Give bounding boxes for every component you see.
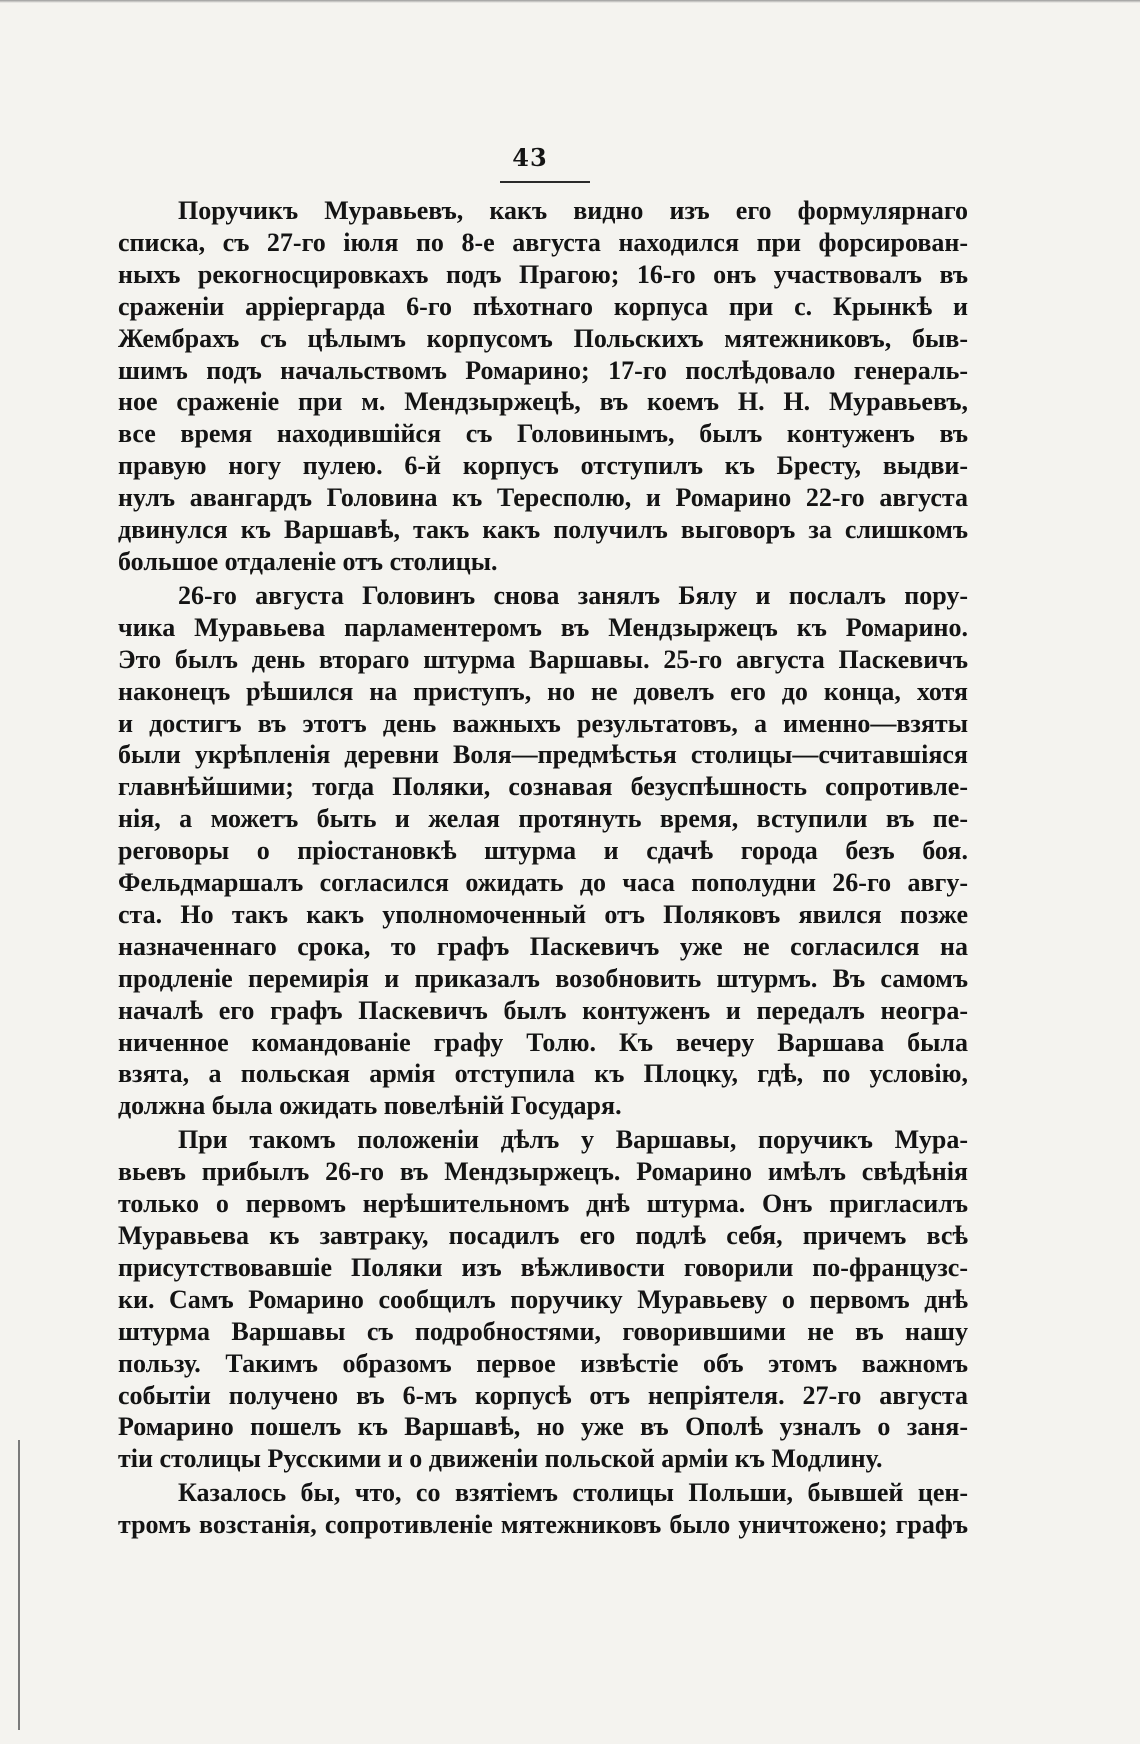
- text-line: Фельдмаршалъ согласился ожидать до часа пополудни 26-го авгу-: [118, 868, 968, 898]
- text-line: При такомъ положеніи дѣлъ у Варшавы, поручикъ Мура-: [178, 1125, 968, 1155]
- text-line: Ромарино пошелъ къ Варшавѣ, но уже въ Ополѣ узналъ о заня-: [118, 1412, 968, 1442]
- text-line: 26-го августа Головинъ снова занялъ Бялу и послалъ пору-: [178, 580, 968, 610]
- paragraph: [118, 195, 968, 578]
- text-line: ное сраженіе при м. Мендзыржецѣ, въ коемъ Н. Н. Муравьевъ,: [118, 387, 968, 417]
- text-line: тромъ возстанія, сопротивленіе мятежниковъ было уничтожено; графъ: [118, 1510, 968, 1540]
- paragraph: [118, 1124, 968, 1475]
- text-line: ста. Но такъ какъ уполномоченный отъ Поляковъ явился позже: [118, 899, 968, 929]
- text-line: и достигъ въ этотъ день важныхъ результатовъ, а именно—взяты: [118, 708, 968, 738]
- text-line: чика Муравьева парламентеромъ въ Мендзыржецъ къ Ромарино.: [118, 612, 968, 642]
- text-line: правую ногу пулею. 6-й корпусъ отступилъ къ Бресту, выдви-: [118, 451, 968, 481]
- scan-edge-top: [0, 0, 1140, 3]
- text-line: продленіе перемирія и приказалъ возобновить штурмъ. Въ самомъ: [118, 963, 968, 993]
- text-line: Муравьева къ завтраку, посадилъ его подлѣ себя, причемъ всѣ: [118, 1221, 968, 1250]
- text-line: назначеннаго срока, то графъ Паскевичъ уже не согласился на: [118, 931, 968, 961]
- text-line: нулъ авангардъ Головина къ Тересполю, и Ромарино 22-го августа: [118, 483, 968, 513]
- text-line: событіи получено въ 6-мъ корпусѣ отъ непріятеля. 27-го августа: [118, 1380, 968, 1410]
- paragraph: [118, 580, 968, 1122]
- text-line: должна была ожидать повелѣній Государя.: [118, 1091, 622, 1121]
- text-line: присутствовавшіе Поляки изъ вѣжливости говорили по-французс-: [118, 1252, 968, 1282]
- text-line: сраженіи арріергарда 6-го пѣхотнаго корпуса при с. Крынкѣ и: [118, 291, 968, 321]
- text-line: штурма Варшавы съ подробностями, говорившими не въ нашу: [118, 1316, 968, 1346]
- text-line: все время находившійся съ Головинымъ, былъ контуженъ въ: [118, 419, 968, 449]
- text-line: большое отдаленіе отъ столицы.: [118, 546, 498, 576]
- text-line: Поручикъ Муравьевъ, какъ видно изъ его формулярнаго: [178, 196, 968, 225]
- text-line: взята, а польская армія отступила къ Плоцку, гдѣ, по условію,: [118, 1059, 968, 1089]
- text-line: пользу. Такимъ образомъ первое извѣстіе объ этомъ важномъ: [118, 1348, 968, 1378]
- text-line: ныхъ рекогносцировкахъ подъ Прагою; 16-го онъ участвовалъ въ: [118, 259, 968, 289]
- text-line: списка, съ 27-го іюля по 8-е августа находился при форсирован-: [118, 227, 968, 257]
- text-line: Жембрахъ съ цѣлымъ корпусомъ Польскихъ мятежниковъ, быв-: [118, 323, 968, 353]
- text-line: реговоры о пріостановкѣ штурма и сдачѣ города безъ боя.: [118, 836, 968, 866]
- text-line: Это былъ день вторaго штурма Варшавы. 25-го августа Паскевичъ: [118, 644, 968, 674]
- text-line: Казалось бы, что, со взятіемъ столицы Польши, бывшей цен-: [178, 1478, 968, 1508]
- page-number: 43: [512, 143, 548, 172]
- text-line: ниченное командованіе графу Толю. Къ вечеру Варшава была: [118, 1027, 968, 1057]
- text-line: двинулся къ Варшавѣ, такъ какъ получилъ выговоръ за слишкомъ: [118, 515, 968, 545]
- text-line: шимъ подъ начальствомъ Ромарино; 17-го послѣдовало генераль-: [118, 355, 968, 385]
- body-text: [118, 195, 968, 1541]
- text-line: нія, а можетъ быть и желая протянуть время, вступили въ пе-: [118, 804, 968, 834]
- page-number-rule: [500, 181, 590, 183]
- scan-edge-left: [18, 1440, 20, 1730]
- text-line: главнѣйшими; тогда Поляки, сознавая безуспѣшность сопротивле-: [118, 772, 968, 802]
- paragraph: [118, 1477, 968, 1541]
- text-line: наконецъ рѣшился на приступъ, но не довелъ его до конца, хотя: [118, 676, 968, 706]
- text-line: вьевъ прибылъ 26-го въ Мендзыржецъ. Ромарино имѣлъ свѣдѣнія: [118, 1157, 968, 1187]
- text-line: ки. Самъ Ромарино сообщилъ поручику Муравьеву о первомъ днѣ: [118, 1284, 968, 1314]
- text-line: тіи столицы Русскими и о движеніи польской арміи къ Модлину.: [118, 1444, 883, 1474]
- text-line: только о первомъ нерѣшительномъ днѣ штурма. Онъ пригласилъ: [118, 1189, 968, 1219]
- text-line: были укрѣпленія деревни Воля—предмѣстья столицы—считавшіяся: [118, 740, 968, 770]
- text-line: началѣ его графъ Паскевичъ былъ контуженъ и передалъ неогра-: [118, 995, 968, 1025]
